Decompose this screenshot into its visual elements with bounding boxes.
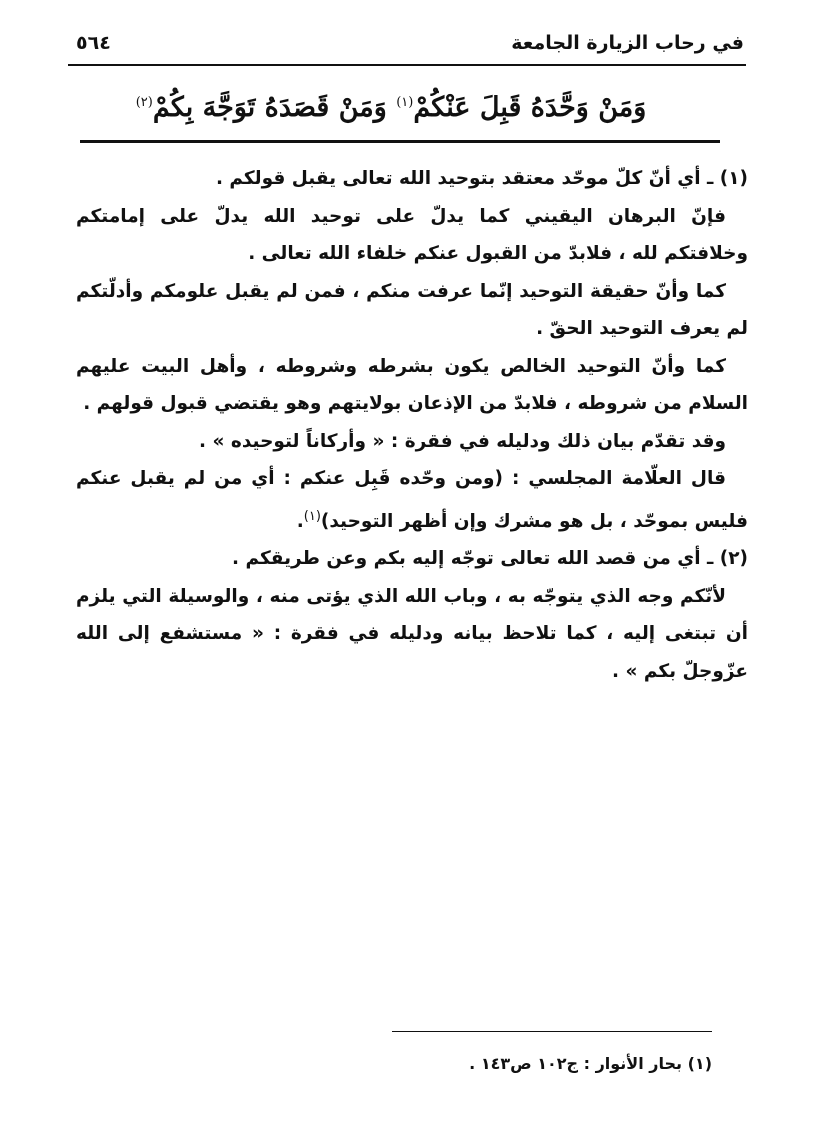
- quote-part-2: وَمَنْ قَصَدَهُ تَوَجَّهَ بِكُمْ: [152, 92, 387, 123]
- commentary-body: [76, 160, 748, 690]
- paragraph-3: كما وأنّ حقيقة التوحيد إنّما عرفت منكم ، فمن لم يقبل علومكم وأدلّتكم لم يعرف التوحيد الحقّ .: [76, 280, 748, 339]
- quote-divider: [80, 140, 720, 143]
- majlisi-quote: قال العلّامة المجلسي : (ومن وحّده قَبِل عنكم : أي من لم يقبل عنكم فليس بموحّد ، بل هو مشرك وإن أظهر التوحيد): [76, 468, 748, 532]
- footnote-ref-majlisi: (١): [303, 508, 321, 524]
- footnote-ref-1: (١): [396, 95, 414, 110]
- footnote-ref-2: (٢): [135, 95, 153, 110]
- footnote-divider: [392, 1031, 712, 1032]
- paragraph-4: كما وأنّ التوحيد الخالص يكون بشرطه وشروطه ، وأهل البيت عليهم السلام من شروطه ، فلابدّ من الإذعان بولايتهم وهو يقتضي قبول قولهم .: [76, 355, 748, 414]
- page-number: ٥٦٤: [76, 32, 111, 54]
- paragraph-1: (١) ـ أي أنّ كلّ موحّد معتقد بتوحيد الله تعالى يقبل قولكم .: [215, 168, 748, 189]
- paragraph-7: (٢) ـ أي من قصد الله تعالى توجّه إليه بكم وعن طريقكم .: [232, 548, 748, 570]
- paragraph-6: [76, 460, 748, 540]
- footnote-1: (١) بحار الأنوار : ج١٠٢ ص١٤٣ .: [469, 1054, 712, 1073]
- ziyara-quote: [60, 76, 722, 135]
- running-title: في رحاب الزيارة الجامعة: [511, 32, 744, 54]
- paragraph-2: فإنّ البرهان اليقيني كما يدلّ على توحيد الله يدلّ على إمامتكم وخلافتكم لله ، فلابدّ من القبول عنكم خلفاء الله تعالى .: [76, 205, 748, 264]
- paragraph-6-end: .: [296, 510, 304, 532]
- paragraph-5: وقد تقدّم بيان ذلك ودليله في فقرة : « وأركاناً لتوحيده » .: [199, 430, 726, 452]
- header-divider: [68, 64, 746, 66]
- running-header: [68, 28, 744, 62]
- paragraph-8: لأنّكم وجه الذي يتوجّه به ، وباب الله الذي يؤتى منه ، والوسيلة التي يلزم أن تبتغى إليه ، كما تلاحظ بيانه ودليله في فقرة : « مستشفع إلى الله عزّوجلّ بكم » .: [76, 585, 748, 682]
- quote-part-1: وَمَنْ وَحَّدَهُ قَبِلَ عَنْكُمْ: [413, 92, 647, 123]
